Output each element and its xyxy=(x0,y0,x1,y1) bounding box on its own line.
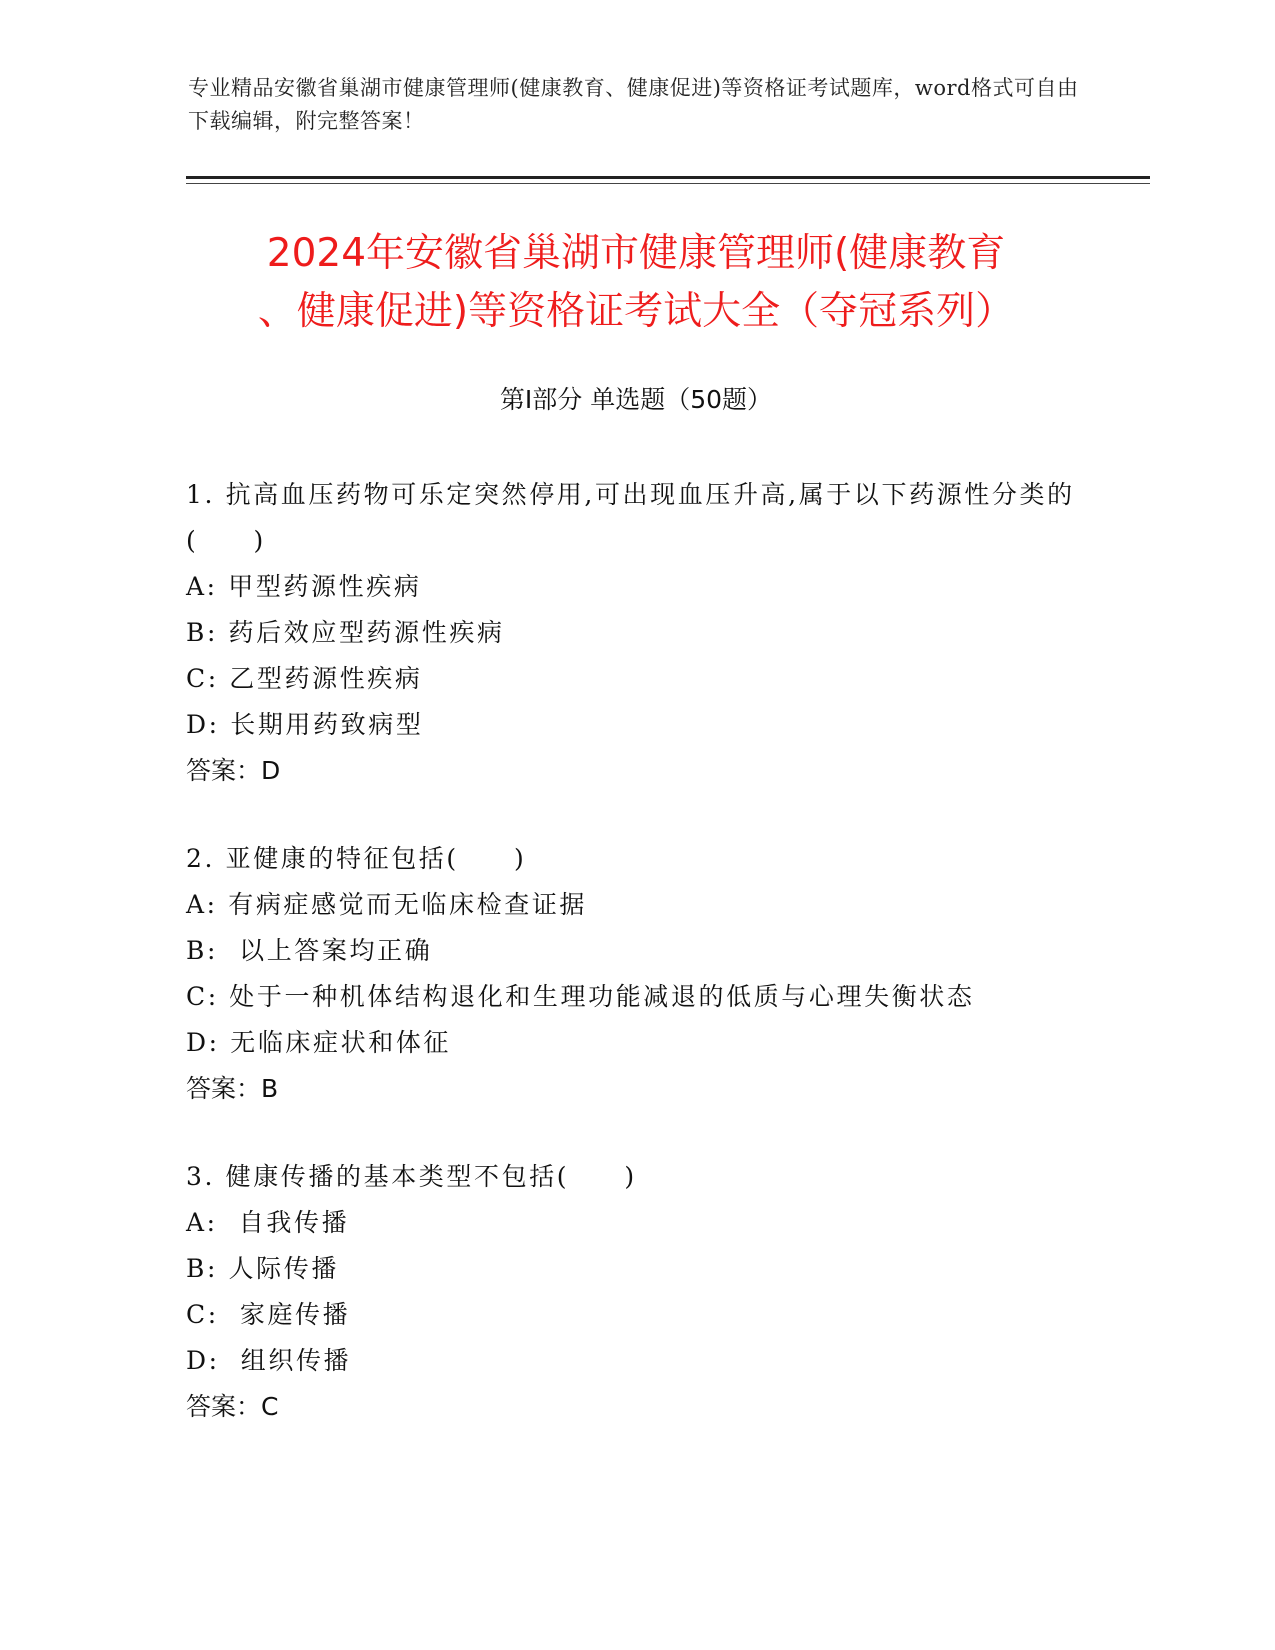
question-1 xyxy=(186,472,1086,794)
question-stem: 1. 抗高血压药物可乐定突然停用,可出现血压升高,属于以下药源性分类的( ) xyxy=(186,480,1075,555)
answer: 答案：C xyxy=(186,1392,279,1421)
option-a: A: 甲型药源性疾病 xyxy=(186,572,422,601)
header-rule-thin xyxy=(186,183,1150,184)
option-a: A: 自我传播 xyxy=(186,1208,350,1237)
option-c: C: 处于一种机体结构退化和生理功能减退的低质与心理失衡状态 xyxy=(186,982,975,1011)
option-b: B: 药后效应型药源性疾病 xyxy=(186,618,505,647)
question-list xyxy=(186,472,1086,1472)
option-d: D: 无临床症状和体征 xyxy=(186,1028,452,1057)
question-stem: 2. 亚健康的特征包括( ) xyxy=(186,844,527,873)
document-title-line1: 2024年安徽省巢湖市健康管理师(健康教育 xyxy=(266,231,1006,276)
option-b: B: 人际传播 xyxy=(186,1254,339,1283)
header-note: 专业精品安徽省巢湖市健康管理师(健康教育、健康促进)等资格证考试题库，word格式可自由下载编辑，附完整答案！ xyxy=(188,76,1079,133)
question-2 xyxy=(186,836,1086,1112)
answer: 答案：B xyxy=(186,1074,279,1103)
question-3 xyxy=(186,1154,1086,1430)
option-b: B: 以上答案均正确 xyxy=(186,936,433,965)
option-c: C: 乙型药源性疾病 xyxy=(186,664,423,693)
document-title-line2: 、健康促进)等资格证考试大全（夺冠系列） xyxy=(257,289,1015,334)
option-d: D: 组织传播 xyxy=(186,1346,352,1375)
section-title: 第Ⅰ部分 单选题（50题） xyxy=(499,385,773,414)
question-stem: 3. 健康传播的基本类型不包括( ) xyxy=(186,1162,637,1191)
document-title xyxy=(186,225,1086,341)
answer: 答案：D xyxy=(186,756,281,785)
option-a: A: 有病症感觉而无临床检查证据 xyxy=(186,890,588,919)
option-c: C: 家庭传播 xyxy=(186,1300,351,1329)
option-d: D: 长期用药致病型 xyxy=(186,710,424,739)
header-rule-thick xyxy=(186,176,1150,179)
